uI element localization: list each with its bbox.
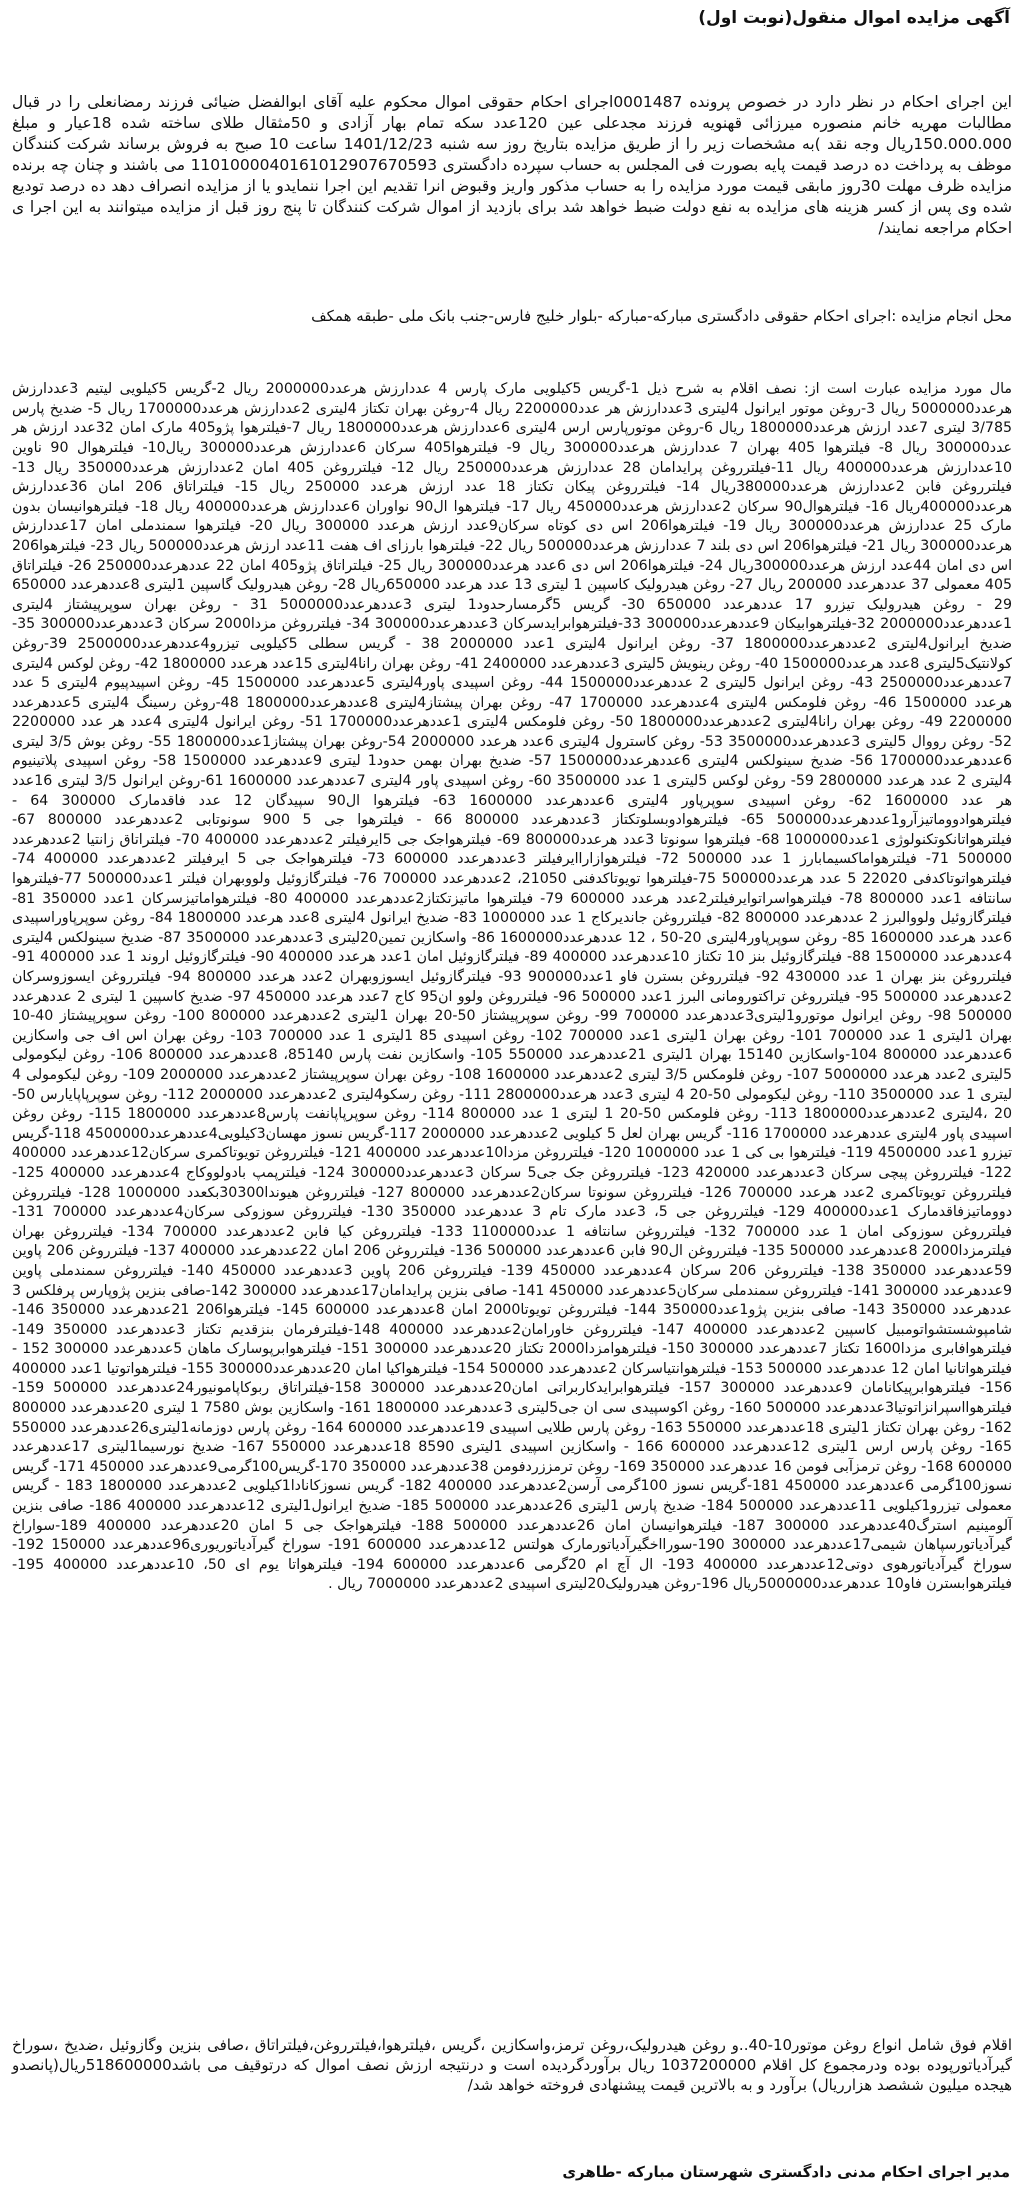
auction-summary-paragraph: اقلام فوق شامل انواع روغن موتور10-40..و روغن هیدرولیک،روغن ترمز،واسکازین ،گریس ،فیلترهوا،فیلترروغن،فیلتراتاق ،صافی بنزین وگازوئیل ،ضدیخ ،سوراخ گیرآدیاتورپوده بوده ودرمجموع کل اقلام 1037200000 ریال برآوردگردیده است و درنتیجه ارزش نصف اموال که درتوقیف می باشد518600000ریال(پانصدو هیجده میلیون ششصد هزارریال) برآورد و به بالاترین قیمت پیشنهادی فروخته خواهد شد/ bbox=[12, 2036, 1012, 2094]
signature-line: مدیر اجرای احکام مدنی دادگستری شهرستان مبارکه -طاهری bbox=[562, 2163, 1010, 2181]
notice-title: آگهی مزایده اموال منقول(نوبت اول) bbox=[698, 8, 1010, 28]
notice-intro-paragraph: این اجرای احکام در نظر دارد در خصوص پرونده 0001487اجرای احکام حقوقی اموال محکوم علیه آقای ابوالفضل ضیائی فرزند رمضانعلی را در قبال مطالبات مهریه خانم منصوره میرزائی قهنویه فرزند مجدعلی عین 120عدد سکه تمام بهار آزادی و 50مثقال طلای ساخته شده 18عیار و مبلغ 150.000.000ریال وجه نقد )به مشخصات زیر را از طریق مزایده بتاریخ روز سه شنبه 1401/12/23 ساعت 10 صبح به فروش برساند شرکت کنندگان موظف به پرداخت ده درصد قیمت پایه بصورت فی المجلس به حساب سپرده دادگستری 1101000040161012907670593 می باشند و چنان چه برنده مزایده ظرف مهلت 30روز مابقی قیمت مورد مزایده را به حساب مذکور واریز وقبوض انرا تقدیم این اجرا ننمایدو یا از مزایده انصراف دهد ده درصد تودیع شده وی پس از کسر هزینه های مزایده به نفع دولت ضبط خواهد شد برای بازدید از اموال شرکت کنندگان تا پنج روز قبل از مزایده میتوانند به این اجرا ی احکام مراجعه نمایند/ bbox=[12, 92, 1012, 237]
auction-items-paragraph: مال مورد مزایده عبارت است از: نصف اقلام به شرح ذیل 1-گریس 5کیلویی مارک پارس 4 عددارزش هرعدد2000000 ریال 2-گریس 5کیلویی لیتیم 3عددارزش هرعدد5000000 ریال 3-روغن موتور ایرانول 4لیتری 3عددارزش هر عدد2200000 ریال 4-روغن بهران تکتاز 4لیتری 2عددارزش هرعدد1700000 ریال 5- ضدیخ پارس 3/785 لیتری 7عدد ارزش هرعدد1800000 ریال 6-روغن موتورپارس ارس 4لیتری 6عددارزش هرعدد1800000 ریال 7-فیلترهوا پژو405 مارک امان 32عدد ارزش هر عدد300000 ریال 8- فیلترهوا 405 بهران 7 عددارزش هرعدد300000 ریال 9- فیلترهوا405 سرکان 6عددارزش هرعدد300000 ریال10- فیلترهوال 90 ناوین 10عددارزش هرعدد400000 ریال 11-فیلترروغن پرایدامان 28 عددارزش هرعدد250000 ریال 12- فیلترروغن 405 امان 2عددارزش هرعدد350000 ریال 13- فیلترروغن فابن 2عددارزش هرعدد380000ریال 14- فیلترروغن پیکان تکتاز 18 عدد ارزش هرعدد 250000 ریال 15- فیلتراتاق 206 امان 36عددارزش هرعدد400000ریال 16- فیلترهوال90 سرکان 2عددارزش هرعدد450000 ریال 17- فیلترهوا ال90 نواوران 6عددارزش هرعدد400000 ریال 18- فیلترهوانیسان بدون مارک 25 عددارزش هرعدد300000 ریال 19- فیلترهوا206 اس دی کوتاه سرکان9عدد ارزش هرعدد 300000 ریال 20- فیلترهوا سمندملی امان 17عددارزش هرعدد300000 ریال 21- فیلترهوا206 اس دی بلند 7 عددارزش هرعدد500000 ریال 22- فیلترهوا بارزای اف هفت 11عدد ارزش هرعدد500000 ریال 23- فیلترهوا206 اس دی امان 44عدد ارزش هرعدد300000ریال 24- فیلترهوا206 اس دی 6عدد هرعدد300000 ریال 25- فیلتراتاق پژو405 امان 22 عددهرعدد250000 26- فیلتراتاق 405 معمولی 37 عددهرعدد 200000 ریال 27- روغن هیدرولیک کاسپین 1 لیتری 13 عدد هرعدد 650000ریال 28- روغن هیدرولیک گاسپین 1لیتری 8عددهرعدد 650000 29 - روغن هیدرولیک تیزرو 17 عددهرعدد 650000 30- گریس 5گرمسارحدود1 لیتری 3عددهرعدد5000000 31 - روغن بهران سوپرپیشتاز 4لیتری 1عددهرعدد2000000 32-فیلترهوابیکان 9عددهرعدد300000 33-فیلترهوابرایدسرکان 3عددهرعدد300000 34- فیلترروغن مزدا2000 سرکان 3عددهرعدد300000 35- ضدیخ ایرانول4لیتری 2عددهرعدد1800000 37- روغن ایرانول 4لیتری 1عدد 2000000 38 - گریس سطلی 5کیلویی تیزرو4عددهرعدد2500000 39-روغن کولانتیک5لیتری 8عدد هرعدد1500000 40- روغن رینویش 5لیتری 3عددهرعدد 2400000 41- روغن بهران رانا4لیتری 15عدد هرعدد 1800000 42- روغن لوکس 4لیتری 7عددهرعدد2500000 43- روغن ایرانول 5لیتری 2 عددهرعدد1500000 44- روغن اسپیدی پاور4لیتری 5عددهرعدد 1500000 45- روغن اسپیدپیوم 4لیتری 5 عدد هرعدد 1500000 46- روغن فلومکس 4لیتری 4عددهرعدد 1700000 47- روغن بهران پیشتاز4لیتری 8عددهرعدد1800000 48-روغن رسینگ 4لیتری 5عددهرعدد 2200000 49- روغن بهران رانا4لیتری 2عددهرعدد1800000 50- روغن فلومکس 4لیتری 1عددهرعدد1700000 51- روغن ایرانول 4لیتری 4عدد هر عدد 2200000 52- روغن رووال 5لیتری 3عددهرعدد3500000 53- روغن کاسترول 4لیتری 6عدد هرعدد 2000000 54-روغن بهران پیشتاز1عدد1800000 55- روغن بوش 3/5 لیتری 6عددهرعدد1700000 56- ضدیخ سینولکس 4لیتری 6عددهرعدد1500000 57- ضدیخ بهران بهمن حدود1 لیتری 9عددهرعدد 1500000 58- روغن اسپیدی پلاتینیوم 4لیتری 2 عدد هرعدد 2800000 59- روغن لوکس 5لیتری 1 عدد 3500000 60- روغن اسپیدی پاور 4لیتری 7عددهرعدد 1600000 61-روغن ایرانول 3/5 لیتری 16عدد هر عدد 1600000 62- روغن اسپیدی سوپرپاور 4لیتری 6عددهرعدد 1600000 63- فیلترهوا ال90 سپیدگان 12 عدد فاقدمارک 300000 64 - فیلترهوادووماتیزآرو1عددهرعدد500000 65- فیلترهوادوبسلوتکتاز 3عددهرعدد 800000 66 - فیلترهوا جی 5 900 سونوتابی 2عددهرعدد 800000 67- فیلترهواتانکوتکنولوژی 1عدد1000000 68- فیلترهوا سونوتا 3عدد هرعدد800000 69- فیلترهواجک جی 5ایرفیلتر 2عددهرعدد 400000 70- فیلتراتاق زانتیا 2عددهرعدد 500000 71- فیلترهواماکسیمابارز 1 عدد 500000 72- فیلترهوازاراایرفیلتر 3عددهرعدد 600000 73- فیلترهواجک جی 5 ایرفیلتر 2عددهرعدد 400000 74- فیلترهواتوتاکدفی 22020 5 عدد هرعدد500000 75-فیلترهوا تویوتاکدفنی 21050، 2عددهرعدد 700000 76- فیلترگازوئیل ولووبهران فیلتر 1عدد500000 77-فیلترهوا سانتافه 1عدد 800000 78- فیلترهواسراتوایرفیلتر2عدد هرعدد 600000 79- فیلترهوا ماتیزتکتاز2عددهرعدد 400000 80- فیلترهواماتیزسرکان 1عدد 350000 81- فیلترگازوئیل ولووالبرز 2 عددهرعدد 800000 82- فیلترروغن جاندیرکاج 1 عدد 1000000 83- ضدیخ ایرانول 4لیتری 8عدد هرعدد 1800000 84- روغن سوپرپاوراسپیدی 6عدد هرعدد 1600000 85- روغن سوپرپاور4لیتری 20-50 ، 12 عددهرعدد1600000 86- واسکازین تمین20لیتری 3عددهرعدد 3500000 87- ضدیخ سینولکس 4لیتری 4عددهرعدد 1500000 88- فیلترگازوئیل بنز 10 تکتاز 10عددهرعدد 400000 89- فیلترگازوئیل امان 1عدد هرعدد 400000 90- فیلترگازوئیل اروند 1 عدد 400000 91- فیلترروغن بنز بهران 1 عدد 430000 92- فیلترروغن بسترن فاو 1عدد900000 93- فیلترگازوئیل ایسوزوبهران 2عدد هرعدد 800000 94- فیلترروغن ایسوزوسرکان 2عددهرعدد 500000 95- فیلترروغن تراکتورومانی البرز 1عدد 500000 96- فیلترروغن ولوو ان95 کاج 7عدد هرعدد 450000 97- ضدیخ کاسپین 1 لیتری 2 عددهرعدد 500000 98- روغن ایرانول موتورو1لیتری3عددهرعدد 700000 99- روغن سوپرپیشتاز 50-20 بهران 1لیتری 2عددهرعدد 800000 100- روغن سوپرپیشتاز 40-10 بهران 1لیتری 1 عدد 700000 101- روغن بهران 1لیتری 1عدد 700000 102- روغن اسپیدی 85 1لیتری 1 عدد 700000 103- روغن بهران اس اف جی واسکازین 6عددهرعدد 800000 104-واسکازین 15140 بهران 1لیتری 21عددهرعدد 550000 105- واسکازین نفت پارس 85140، 8عددهرعدد 800000 106- روغن لیکومولی 5لیتری 2عدد هرعدد 5000000 107- روغن فلومکس 3/5 لیتری 2عددهرعدد 1600000 108- روغن بهران سوپرپیشتاز 2عددهرعدد 2000000 109- روغن لیکومولی 4 لیتری 1 عدد 3500000 110- روغن لیکومولی 50-20 4 لیتری 3عدد هرعدد2800000 111- روغن رسکو4لیتری 2عددهرعدد 2000000 112- روغن سوپرپاپایارس 50-20 ،4لیتری 2عددهرعدد1800000 113- روغن فلومکس 50-20 1 لیتری 1 عدد 800000 114- روغن سوپرپاپانفت پارس8عددهرعدد 1800000 115- روغن روغن اسپیدی پاور 4لیتری عددهرعدد 1700000 116- گریس بهران لعل 5 کیلویی 2عددهرعدد 2000000 117-گریس نسوز مهسان3کیلویی4عددهرعدد4500000 118-گریس تیزرو 1عدد 4500000 119- فیلترهوا بی کی 1 عدد 1000000 120- فیلترروغن مزدا10عددهرعدد 400000 121- فیلترروغن تویوتاکمری سرکان12عددهرعدد 400000 122- فیلترروغن پیچی سرکان 3عددهرعدد 420000 123- فیلترروغن جک جی5 سرکان 3عددهرعدد300000 124- فیلترپمپ بادولووکاج 4عددهرعدد 400000 125- فیلترروغن تویوتاکمری 2عدد هرعدد 700000 126- فیلترروغن سونوتا سرکان2عددهرعدد 800000 127- فیلترروغن هیوندا30300بکعدد 1000000 128- فیلترروغن دووماتیزفاقدمارک 1عدد400000 129- فیلترروغن جی 5، 3عدد مارک تام 3 عددهرعدد 350000 130- فیلترروغن سوزوکی سرکان4عددهرعدد 700000 131- فیلترروغن سوزوکی امان 1 عدد 700000 132- فیلترروغن سانتافه 1 عدد1100000 133- فیلترروغن کیا فابن 2عددهرعدد 700000 134- فیلترروغن بهران فیلترمزدا2000 8عددهرعدد 500000 135- فیلترروغن ال90 فابن 6عددهرعدد 500000 136- فیلترروغن 206 امان 22عددهرعدد 400000 137- فیلترروغن 206 پاوین 59عددهرعدد 350000 138- فیلترروغن 206 سرکان 4عددهرعدد 450000 139- فیلترروغن 206 پاوین 3عددهرعدد 450000 140- فیلترروغن سمندملی پاوین 9عددهرعدد 300000 141- فیلترروغن سمندملی سرکان5عددهرعدد 450000 141- صافی بنزین پرایدامان17عددهرعدد 300000 142-صافی بنزین پژوپارس پرفلکس 3 عددهرعدد 350000 143- صافی بنزین پژو1عدد350000 144- فیلترروغن تویوتا2000 امان 8عددهرعدد 600000 145- فیلترهوا206 21عددهرعدد 350000 146-شامپوشستشواتومبیل کاسپین 2عددهرعدد 400000 147- فیلترروغن خاورامان2عددهرعدد 400000 148-فیلترفرمان بنزقدیم تکتاز 3عددهرعدد 350000 149- فیلترهوافابری مزدا1600 تکتاز 7عددهرعدد 300000 150- فیلترهوامزدا2000 تکتاز 20عددهرعدد 300000 151- فیلترهوابرپوسارک ماهان 5عددهرعدد 300000 152 - فیلترهواتانیا امان 12 عددهرعدد 500000 153- فیلترهوانتیاسرکان 2عددهرعدد 500000 154- فیلترهواکیا امان 20عددهرعدد300000 155- فیلترهواتوتیا 1عدد 400000 156- فیلترهوابرپیکانامان 9عددهرعدد 300000 157- فیلترهوابرایدکاربراتی امان20عددهرعدد 300000 158-فیلتراتاق ربوکاپامونیور24عددهرعدد 500000 159- فیلترهوااسپرانزاتوتیا3عددهرعدد 500000 160- روغن اکوسپیدی سی ان جی5لیتری 3عددهرعدد 1800000 161- واسکازین بوش 7580 1 لیتری 20عددهرعدد 800000 162- روغن بهران تکتاز 1لیتری 18عددهرعدد 550000 163- روغن پارس طلایی اسپیدی 19عددهرعدد 600000 164- روغن پارس دوزمانه1لیتری26عددهرعدد 550000 165- روغن پارس ارس 1لیتری 12عددهرعدد 600000 166 - واسکازین اسپیدی 1لیتری 8590 18عددهرعدد 550000 167- ضدیخ نورسیما1لیتری 17عددهرعدد 600000 168- روغن ترمزآبی فومن 16 عددهرعدد 350000 169- روغن ترمززردفومن 38عددهرعدد 350000 170-گریس100گرمی9عددهرعدد 450000 171- گریس نسوز100گرمی 6عددهرعدد 450000 181-گریس نسوز 100گرمی آرسن2عددهرعدد 400000 182- گریس نسوزکانادا1کیلویی 2عددهرعدد 1800000 183 - گریس معمولی تیزرو1کیلویی 11عددهرعدد 500000 184- ضدیخ پارس 1لیتری 26عددهرعدد 500000 185- ضدیخ ایرانول1لیتری 12عددهرعدد 400000 186- صافی بنزین آلومینیم استرگ40عددهرعدد 300000 187- فیلترهوانیسان امان 26عددهرعدد 500000 188- فیلترهواجک جی 5 امان 20عددهرعدد 400000 189-سواراخ گیرآدیاتورسپاهان شیمی17عددهرعدد 300000 190-سورااخگیرآدیاتورمارک هولتس 12عددهرعدد 600000 191- سوراخ گیرآدیاتوریوری96عددهرعدد 150000 192- سوراخ گیرآدیاتورهوی دوتی12عددهرعدد 400000 193- ال آچ ام 20گرمی 6عددهرعدد 600000 194- فیلترهواتا یوم ای 50، 10عددهرعدد 400000 195- فیلترهوابسترن فاو10 عددهرعدد5000000ریال 196-روغن هیدرولیک20لیتری اسپیدی 2عددهرعدد 7000000 ریال . bbox=[12, 381, 1013, 1593]
auction-location-paragraph: محل انجام مزایده :اجرای احکام حقوقی دادگستری مبارکه-مبارکه -بلوار خلیج فارس-جنب بانک ملی -طبقه همکف bbox=[311, 307, 1012, 325]
